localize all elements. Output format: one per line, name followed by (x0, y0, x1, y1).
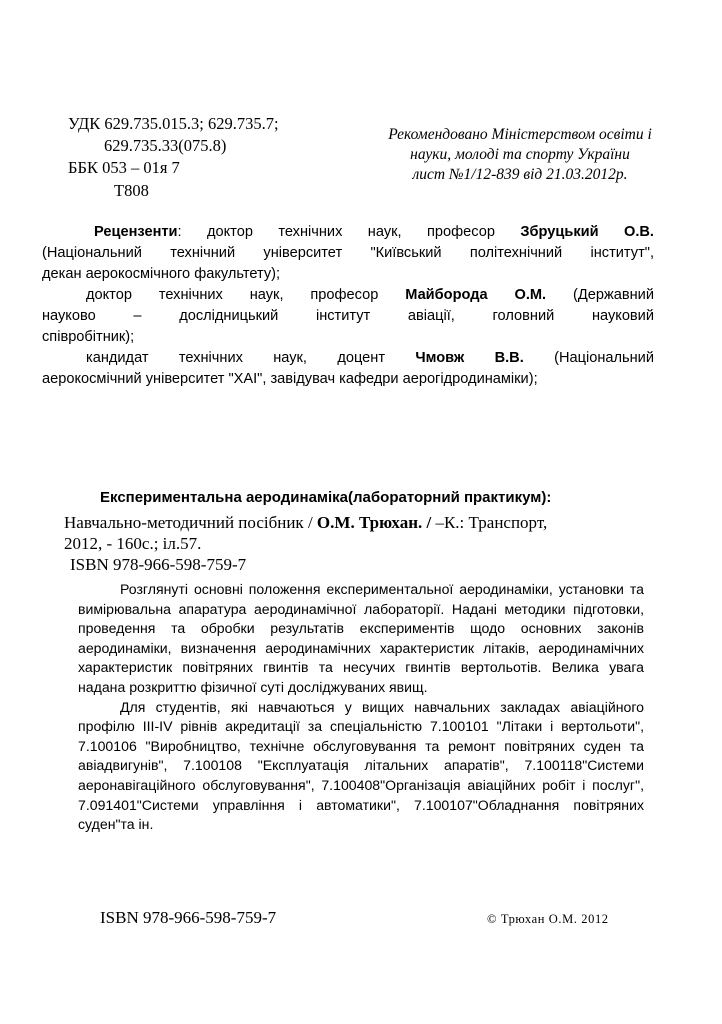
reviewer-1-line-2: (Національний технічний університет "Київський політехнічний інститут", (42, 245, 654, 261)
reviewer-3-line-1 (42, 348, 654, 369)
udk-code-line-1: УДК 629.735.015.3; 629.735.7; (68, 114, 279, 133)
reviewer-1-name: Збруцький О.В. (520, 224, 654, 240)
author-mark: Т808 (114, 181, 149, 200)
reviewers-section (42, 222, 654, 390)
abstract-paragraph-2: Для студентів, які навчаються у вищих навчальних закладах авіаційного профілю ІІІ-IV рівнів акредитації за спеціальністю 7.100101 "Літаки і вертольоти", 7.100106 "Виробництво, технічне обслуговування та ремонт повітряних суден та авіадвигунів", 7.100108 "Експлуатація літальних апаратів", 7.100118"Системи аеронавігаційного обслуговування", 7.100408"Організація авіаційних робіт і послуг", 7.091401"Системи управління і автоматики", 7.100107"Обладнання повітряних суден"та ін. (78, 698, 644, 833)
bibliographic-isbn: ISBN 978-966-598-759-7 (70, 555, 247, 574)
reviewer-3-title: кандидат технічних наук, доцент (86, 350, 416, 366)
reviewer-3-line-2: аерокосмічний університет "ХАІ", завідувач кафедри аерогідродинаміки); (42, 371, 538, 387)
reviewer-1-line-3: декан аерокосмічного факультету); (42, 266, 281, 282)
book-title: Експериментальна аеродинаміка(лабораторний практикум): (100, 489, 552, 506)
bbk-code: ББК 053 – 01я 7 (68, 158, 180, 177)
recommendation-line-1: Рекомендовано Міністерством освіти і (388, 126, 652, 143)
publication-type: Навчально-методичний посібник / (64, 513, 317, 532)
publisher: –К.: Транспорт, (431, 513, 548, 532)
recommendation-line-3: лист №1/12-839 від 21.03.2012р. (412, 166, 628, 183)
author-name: О.М. Трюхан. / (316, 513, 432, 532)
reviewer-2-line-3: співробітник); (42, 329, 135, 345)
bibliographic-line-2 (64, 512, 547, 533)
reviewer-2-title: доктор технічних наук, професор (86, 287, 406, 303)
reviewer-1-line-1 (42, 222, 654, 243)
udk-code-line-2: 629.735.33(075.8) (104, 136, 227, 155)
reviewer-1-title: : доктор технічних наук, професор (177, 224, 521, 240)
reviewers-heading: Рецензенти (94, 224, 178, 240)
footer-isbn: ISBN 978-966-598-759-7 (100, 908, 277, 927)
reviewer-2-line-2: науково – дослідницький інститут авіації, головний науковий (42, 308, 654, 324)
reviewer-3-org-start: (Національний (523, 350, 654, 366)
ministry-recommendation (362, 125, 678, 185)
reviewer-2-line-1 (42, 285, 654, 306)
abstract (78, 580, 644, 835)
bibliographic-line-3: 2012, - 160с.; іл.57. (64, 534, 202, 553)
abstract-paragraph-1: Розглянуті основні положення експериментальної аеродинаміки, установки та вимірювальна апаратура аеродинамічної лабораторії. Надані методики підготовки, проведення та обробки результатів експериментів щодо основних законів аеродинаміки, визначення аеродинамічних характеристик літаків, аеродинамічних характеристик повітряних гвинтів та несучих гвинтів вертольотів. Велика увага надана розкриттю фізичної суті досліджуваних явищ. (78, 581, 644, 695)
reviewer-2-name: Майборода О.М. (405, 287, 547, 303)
recommendation-line-2: науки, молоді та спорту України (410, 146, 630, 163)
reviewer-3-name: Чмовж В.В. (415, 350, 524, 366)
copyright-notice: © Трюхан О.М. 2012 (487, 912, 609, 926)
reviewer-2-org-start: (Державний (546, 287, 654, 303)
